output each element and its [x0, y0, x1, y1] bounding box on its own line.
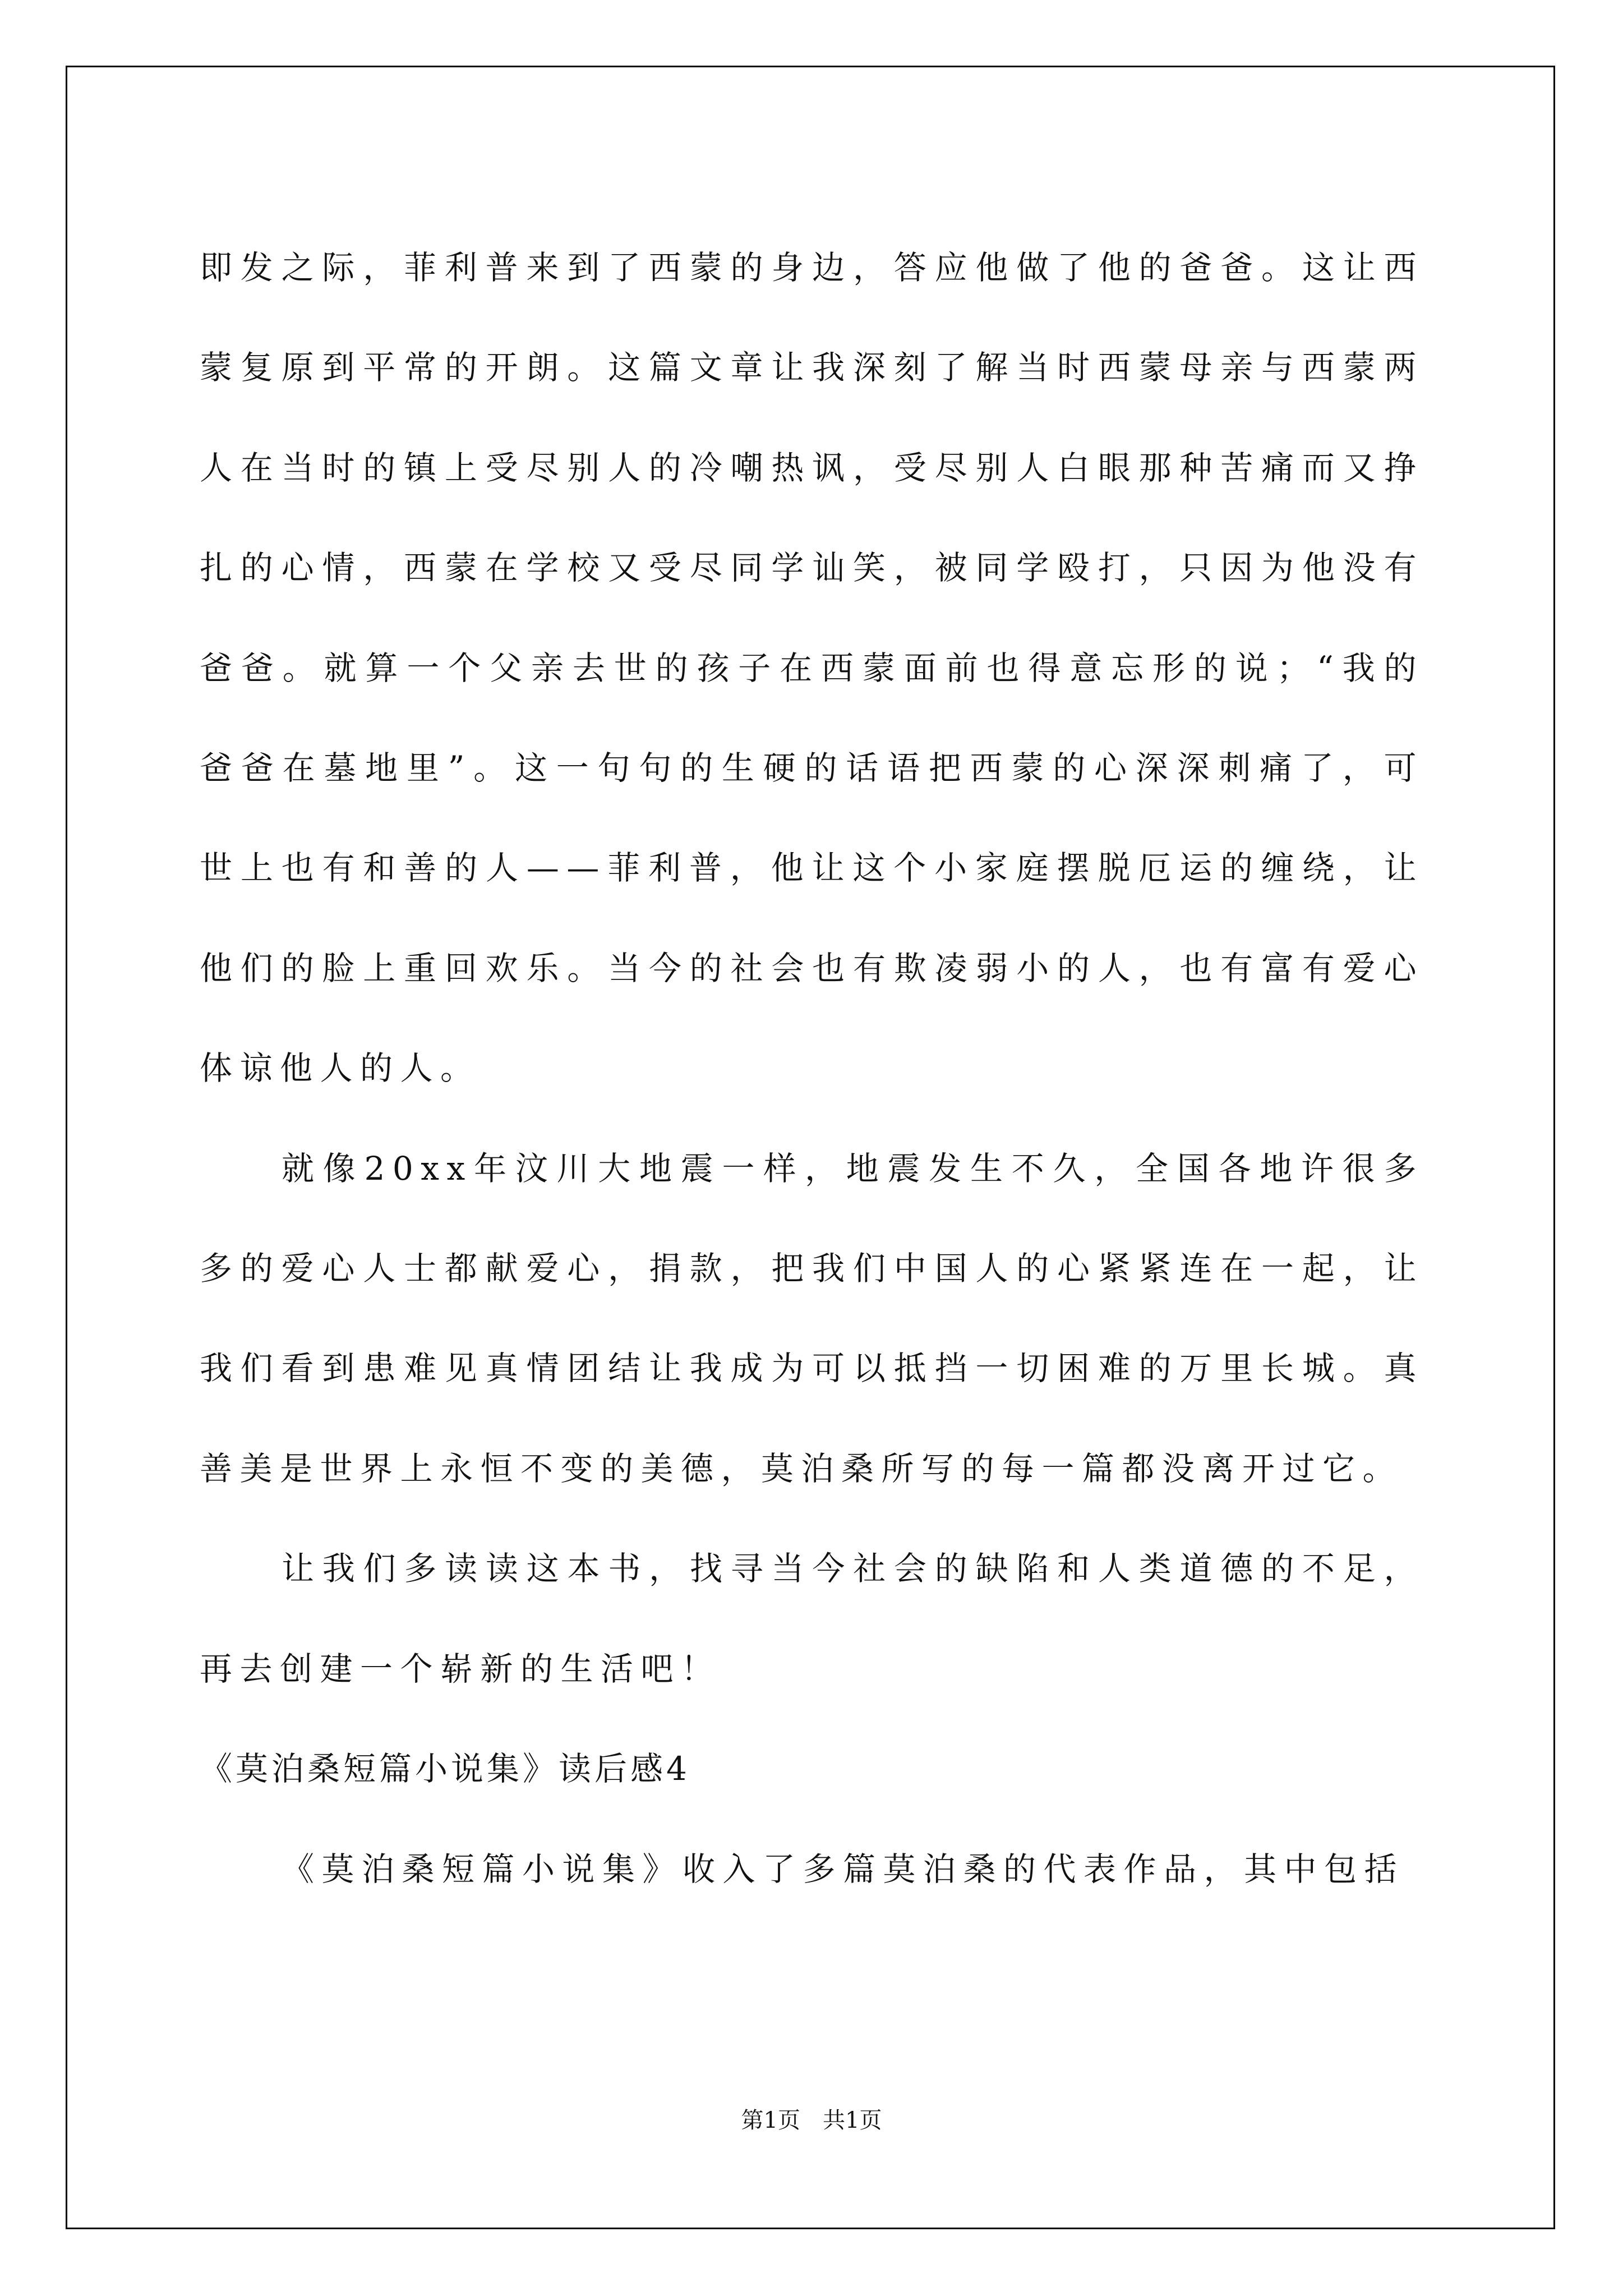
section-title: 《莫泊桑短篇小说集》读后感4 [200, 1750, 690, 1788]
page-footer: 第1页 共1页 [741, 2108, 882, 2133]
paragraph-section-intro: 《莫泊桑短篇小说集》收入了多篇莫泊桑的代表作品，其中包括 [282, 1849, 1405, 1888]
paragraph-conclusion: 让我们多读读这本书，找寻当今社会的缺陷和人类道德的不足，再去创建一个崭新的生活吧！ [200, 1549, 1424, 1688]
document-body [200, 218, 1424, 1919]
paragraph-earthquake: 就像20xx年汶川大地震一样，地震发生不久，全国各地许很多多的爱心人士都献爱心，捐款，把我们中国人的心紧紧连在一起，让我们看到患难见真情团结让我成为可以抵挡一切困难的万里长城。真善美是世界上永恒不变的美德，莫泊桑所写的每一篇都没离开过它。 [200, 1149, 1424, 1488]
paragraph-continuation: 即发之际，菲利普来到了西蒙的身边，答应他做了他的爸爸。这让西蒙复原到平常的开朗。这篇文章让我深刻了解当时西蒙母亲与西蒙两人在当时的镇上受尽别人的冷嘲热讽，受尽别人白眼那种苦痛而又挣扎的心情，西蒙在学校又受尽同学讪笑，被同学殴打，只因为他没有爸爸。就算一个父亲去世的孩子在西蒙面前也得意忘形的说；“我的爸爸在墓地里”。这一句句的生硬的话语把西蒙的心深深刺痛了，可世上也有和善的人——菲利普，他让这个小家庭摆脱厄运的缠绕，让他们的脸上重回欢乐。当今的社会也有欺凌弱小的人，也有富有爱心体谅他人的人。 [200, 249, 1424, 1088]
